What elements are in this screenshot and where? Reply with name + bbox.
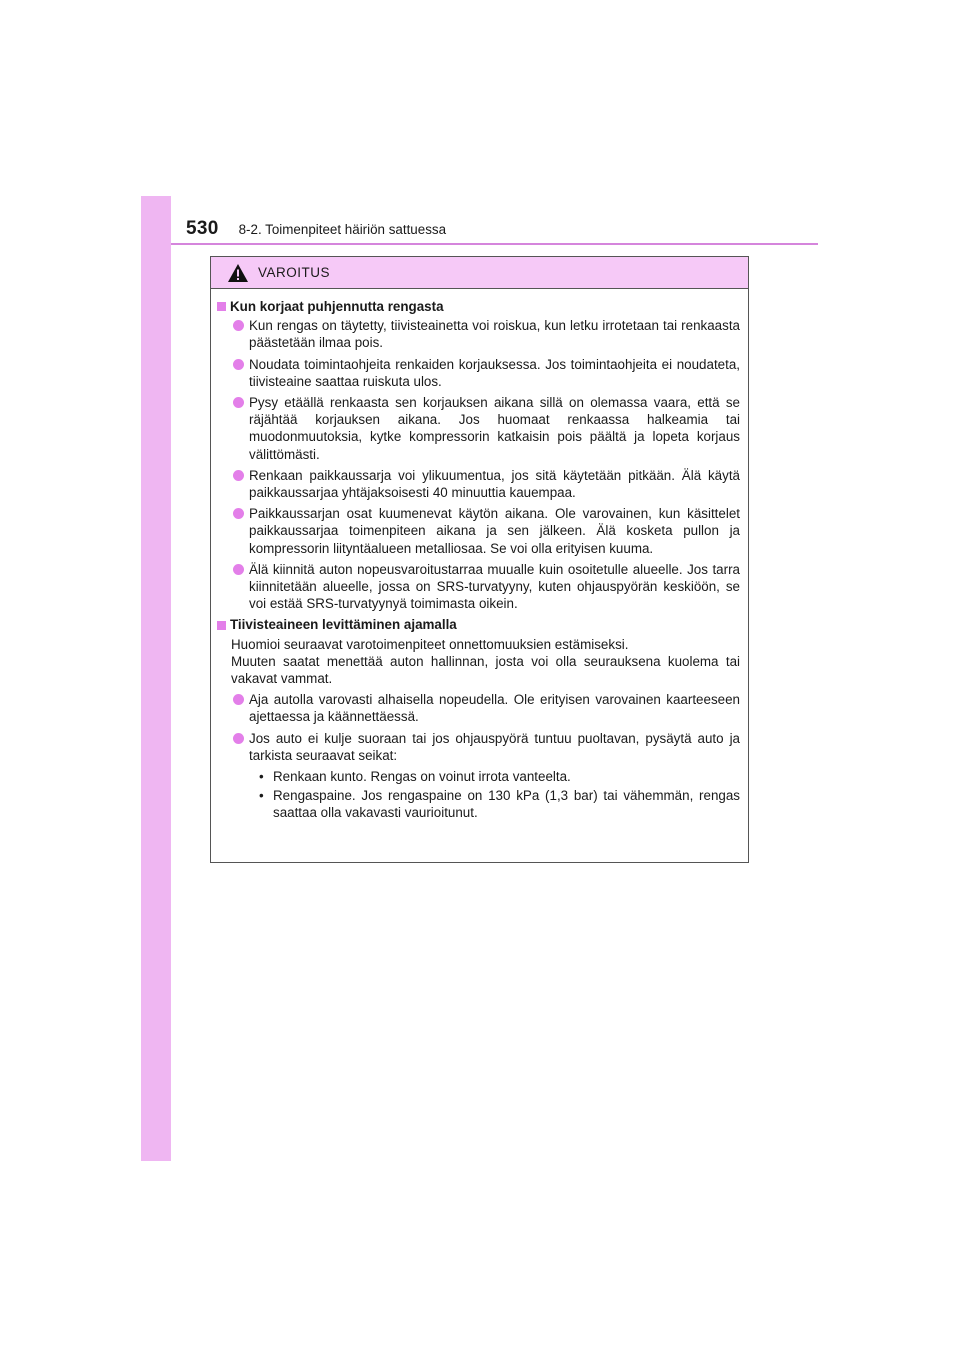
list-item-text: Kun rengas on täytetty, tiivisteainetta voi roiskua, kun letku irrotetaan tai renkaasta päästetään ilmaa pois.	[249, 318, 740, 351]
list-item	[217, 467, 740, 501]
section-title: 8-2. Toimenpiteet häiriön sattuessa	[238, 222, 447, 237]
sub-list-item-text: Rengaspaine. Jos rengaspaine on 130 kPa (1,3 bar) tai vähemmän, rengas saattaa olla vakavasti vaurioitunut.	[273, 788, 740, 821]
section-heading	[217, 298, 740, 315]
list-item	[217, 561, 740, 613]
bullet-dot-icon	[233, 508, 244, 519]
bullet-dot-icon	[233, 470, 244, 481]
bullet-dot-icon	[233, 564, 244, 575]
square-bullet-icon	[217, 621, 226, 630]
bullet-dot-icon	[233, 694, 244, 705]
list-item	[217, 356, 740, 390]
intro-paragraph: Huomioi seuraavat varotoimenpiteet onnettomuuksien estämiseksi.	[231, 636, 629, 652]
list-item-text: Älä kiinnitä auton nopeusvaroitustarraa muualle kuin osoitetulle alueelle. Jos tarra kiinnitetään alueelle, jossa on SRS-turvatyyny, kuten ohjauspyörän keskiöön, se voi estää SRS-turvatyynyä toimimasta oikein.	[249, 561, 740, 612]
sub-bullet: •	[259, 769, 264, 785]
warning-title: VAROITUS	[258, 265, 331, 280]
bullet-dot-icon	[233, 320, 244, 331]
list-item-text: Aja autolla varovasti alhaisella nopeudella. Ole erityisen varovainen kaarteeseen ajettaessa ja käännettäessä.	[249, 692, 740, 725]
sub-list-item-text: Renkaan kunto. Rengas on voinut irrota vanteelta.	[273, 769, 571, 785]
warning-triangle-icon	[227, 263, 249, 283]
list-item-text: Paikkaussarjan osat kuumenevat käytön aikana. Ole varovainen, kun käsittelet paikkaussarjaa toimenpiteen aikana ja sen jälkeen. Älä kosketa pullon ja kompressorin liityntäalueen metalliosaa. Se voi olla erityisen kuuma.	[249, 506, 740, 556]
bullet-dot-icon	[233, 397, 244, 408]
bullet-dot-icon	[233, 733, 244, 744]
section-heading-text: Kun korjaat puhjennutta rengasta	[230, 299, 444, 314]
list-item-text: Jos auto ei kulje suoraan tai jos ohjauspyörä tuntuu puoltavan, pysäytä auto ja tarkista seuraavat seikat:	[249, 730, 740, 763]
sub-list-item	[259, 768, 740, 785]
list-item-text: Pysy etäällä renkaasta sen korjauksen aikana sillä on olemassa vaara, että se räjähtää korjauksen aikana. Jos huomaat renkaassa halkeamia tai muodonmuutoksia, kytke kompressorin katkaisin pois päältä ja lopeta korjaus välittömästi.	[249, 395, 740, 462]
warning-header	[211, 257, 748, 289]
bullet-dot-icon	[233, 359, 244, 370]
warning-box	[210, 256, 749, 863]
page-header	[186, 218, 446, 242]
sub-bullet: •	[259, 788, 264, 804]
section-heading-text: Tiivisteaineen levittäminen ajamalla	[230, 617, 457, 633]
side-tab-strip	[141, 196, 171, 1161]
intro-paragraph: Muuten saatat menettää auton hallinnan, josta voi olla seurauksena kuolema tai vakavat vammat.	[231, 653, 740, 687]
list-item	[217, 730, 740, 764]
warning-body	[211, 289, 748, 822]
list-item	[217, 505, 740, 557]
header-divider	[171, 243, 818, 245]
list-item-text: Noudata toimintaohjeita renkaiden korjauksessa. Jos toimintaohjeita ei noudateta, tiivisteaine saattaa ruiskuta ulos.	[249, 356, 740, 389]
list-item	[217, 394, 740, 463]
sub-list-item	[259, 787, 740, 821]
list-item-text: Renkaan paikkaussarja voi ylikuumentua, jos sitä käytetään pitkään. Älä käytä paikkaussarjaa yhtäjaksoisesti 40 minuuttia kauempaa.	[249, 467, 740, 501]
square-bullet-icon	[217, 302, 226, 311]
list-item	[217, 317, 740, 351]
page-number: 530	[186, 218, 219, 239]
section-heading	[217, 616, 740, 633]
list-item	[217, 691, 740, 725]
